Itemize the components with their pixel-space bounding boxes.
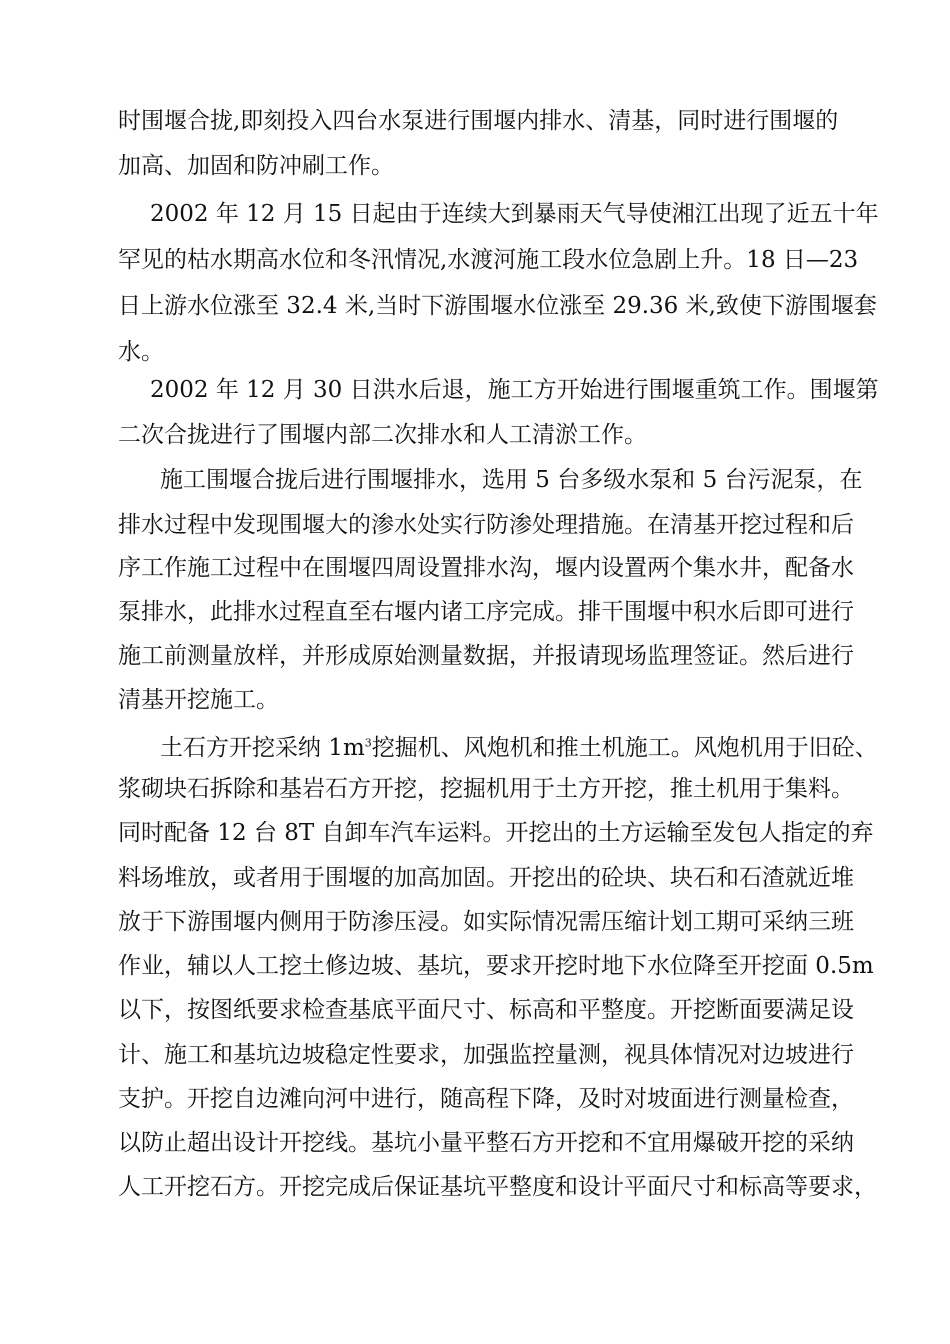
text-line: 时围堰合拢,即刻投入四台水泵进行围堰内排水、清基，同时进行围堰的 xyxy=(118,108,839,134)
text-line: 加高、加固和防冲刷工作。 xyxy=(118,153,394,179)
text-line: 排水过程中发现围堰大的渗水处实行防渗处理措施。在清基开挖过程和后 xyxy=(118,512,854,538)
text-line: 清基开挖施工。 xyxy=(118,687,279,713)
superscript-3: 3 xyxy=(364,736,372,750)
text-line: 水。 xyxy=(118,339,164,365)
text-line: 同时配备 12 台 8T 自卸车汽车运料。开挖出的土方运输至发包人指定的弃 xyxy=(118,820,874,846)
paragraph-start-line: 2002 年 12 月 30 日洪水后退，施工方开始进行围堰重筑工作。围堰第 xyxy=(150,377,879,403)
paragraph-start-line: 施工围堰合拢后进行围堰排水，选用 5 台多级水泵和 5 台污泥泵，在 xyxy=(160,467,863,493)
text-line: 计、施工和基坑边坡稳定性要求，加强监控量测，视具体情况对边坡进行 xyxy=(118,1042,854,1068)
text-line: 支护。开挖自边滩向河中进行，随高程下降，及时对坡面进行测量检查， xyxy=(118,1086,854,1112)
text-line: 日上游水位涨至 32.4 米,当时下游围堰水位涨至 29.36 米,致使下游围堰套 xyxy=(118,293,877,319)
text-line: 放于下游围堰内侧用于防渗压浸。如实际情况需压缩计划工期可采纳三班 xyxy=(118,909,854,935)
text-line: 二次合拢进行了围堰内部二次排水和人工清淤工作。 xyxy=(118,422,647,448)
text-line: 浆砌块石拆除和基岩石方开挖，挖掘机用于土方开挖，推土机用于集料。 xyxy=(118,776,854,802)
text-line: 人工开挖石方。开挖完成后保证基坑平整度和设计平面尺寸和标高等要求， xyxy=(118,1174,877,1200)
text-segment: 挖掘机、风炮机和推土机施工。风炮机用于旧砼、 xyxy=(371,735,878,761)
text-line: 作业，辅以人工挖土修边坡、基坑，要求开挖时地下水位降至开挖面 0.5m xyxy=(118,953,874,979)
text-line: 以防止超出设计开挖线。基坑小量平整石方开挖和不宜用爆破开挖的采纳 xyxy=(118,1130,854,1156)
text-line: 以下，按图纸要求检查基底平面尺寸、标高和平整度。开挖断面要满足设 xyxy=(118,997,854,1023)
text-line: 罕见的枯水期高水位和冬汛情况,水渡河施工段水位急剧上升。18 日—23 xyxy=(118,247,859,273)
text-line: 序工作施工过程中在围堰四周设置排水沟，堰内设置两个集水井，配备水 xyxy=(118,555,854,581)
text-line: 施工前测量放样，并形成原始测量数据，并报请现场监理签证。然后进行 xyxy=(118,643,854,669)
paragraph-start-line xyxy=(160,733,878,763)
text-segment: 土石方开挖采纳 1m xyxy=(160,735,365,761)
text-line: 泵排水，此排水过程直至右堰内诸工序完成。排干围堰中积水后即可进行 xyxy=(118,599,854,625)
paragraph-start-line: 2002 年 12 月 15 日起由于连续大到暴雨天气导使湘江出现了近五十年 xyxy=(150,201,879,227)
text-line: 料场堆放，或者用于围堰的加高加固。开挖出的砼块、块石和石渣就近堆 xyxy=(118,865,854,891)
